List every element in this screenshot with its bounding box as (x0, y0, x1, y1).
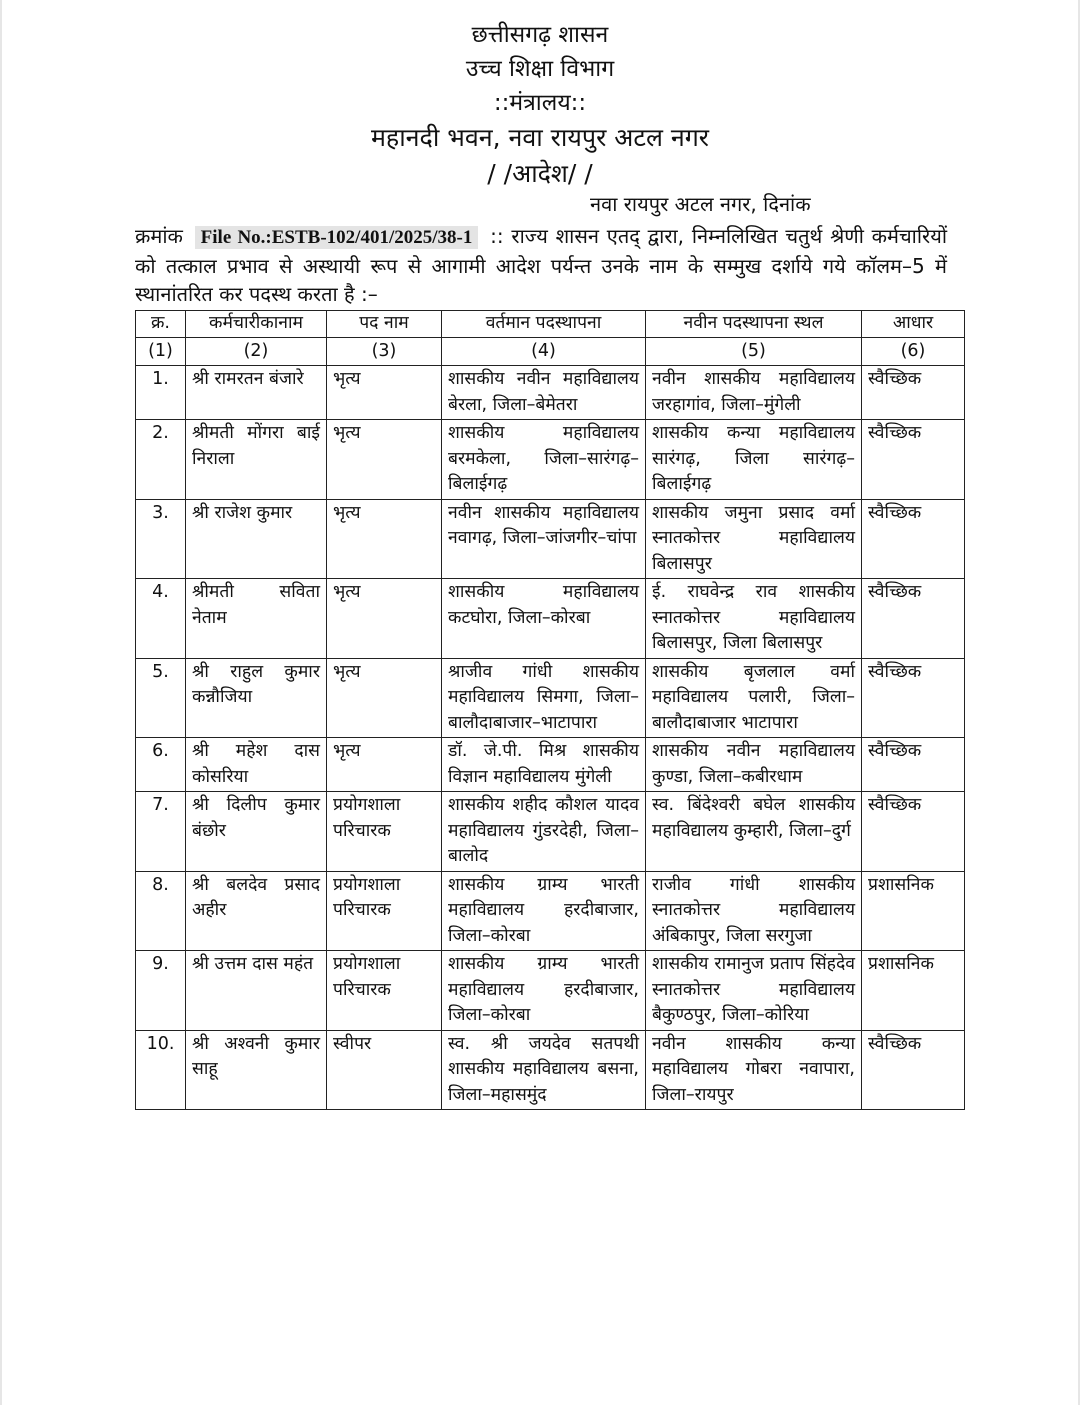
cell-designation: भृत्य (327, 366, 442, 420)
cell-employee-name: श्रीमती सविता नेताम (186, 579, 327, 659)
col-number: (6) (862, 337, 965, 366)
cell-new-posting: शासकीय नवीन महाविद्यालय कुण्डा, जिला–कबीरधाम (646, 738, 862, 792)
cell-basis: स्वैच्छिक (862, 738, 965, 792)
table-header-row (136, 311, 965, 338)
cell-new-posting: शासकीय कन्या महाविद्यालय सारंगढ़, जिला सारंगढ़–बिलाईगढ़ (646, 420, 862, 500)
header-basis: आधार (862, 311, 965, 338)
cell-employee-name: श्री रामरतन बंजारे (186, 366, 327, 420)
cell-current-posting: शासकीय नवीन महाविद्यालय बेरला, जिला–बेमेतरा (442, 366, 646, 420)
document-header (0, 18, 1080, 192)
order-prefix: क्रमांक (135, 224, 183, 248)
cell-designation: भृत्य (327, 579, 442, 659)
cell-serial: 5. (136, 658, 186, 738)
cell-employee-name: श्री दिलीप कुमार बंछोर (186, 792, 327, 872)
col-number: (1) (136, 337, 186, 366)
cell-basis: स्वैच्छिक (862, 579, 965, 659)
cell-serial: 3. (136, 499, 186, 579)
cell-new-posting: ई. राघवेन्द्र राव शासकीय स्नातकोत्तर महाविद्यालय बिलासपुर, जिला बिलासपुर (646, 579, 862, 659)
cell-designation: प्रयोगशाला परिचारक (327, 871, 442, 951)
cell-new-posting: नवीन शासकीय महाविद्यालय जरहागांव, जिला–मुंगेली (646, 366, 862, 420)
cell-new-posting: स्व. बिंदेश्वरी बघेल शासकीय महाविद्यालय कुम्हारी, जिला–दुर्ग (646, 792, 862, 872)
cell-serial: 6. (136, 738, 186, 792)
col-number: (5) (646, 337, 862, 366)
cell-employee-name: श्री उत्तम दास महंत (186, 951, 327, 1031)
table-row (136, 658, 965, 738)
cell-designation: प्रयोगशाला परिचारक (327, 792, 442, 872)
column-number-row (136, 337, 965, 366)
cell-serial: 9. (136, 951, 186, 1031)
table-row (136, 420, 965, 500)
cell-current-posting: स्व. श्री जयदेव सतपथी शासकीय महाविद्यालय बसना, जिला–महासमुंद (442, 1030, 646, 1110)
cell-new-posting: शासकीय बृजलाल वर्मा महाविद्यालय पलारी, जिला–बालौदाबाजार भाटापारा (646, 658, 862, 738)
cell-new-posting: शासकीय जमुना प्रसाद वर्मा स्नातकोत्तर महाविद्यालय बिलासपुर (646, 499, 862, 579)
cell-current-posting: शासकीय महाविद्यालय बरमकेला, जिला–सारंगढ़–बिलाईगढ़ (442, 420, 646, 500)
department-name: उच्च शिक्षा विभाग (465, 56, 615, 82)
cell-designation: भृत्य (327, 738, 442, 792)
cell-serial: 2. (136, 420, 186, 500)
cell-new-posting: राजीव गांधी शासकीय स्नातकोत्तर महाविद्यालय अंबिकापुर, जिला सरगुजा (646, 871, 862, 951)
cell-designation: भृत्य (327, 658, 442, 738)
cell-serial: 7. (136, 792, 186, 872)
col-number: (2) (186, 337, 327, 366)
office-address: महानदी भवन, नवा रायपुर अटल नगर (370, 123, 710, 152)
cell-new-posting: शासकीय रामानुज प्रताप सिंहदेव स्नातकोत्तर महाविद्यालय बैकुण्ठपुर, जिला–कोरिया (646, 951, 862, 1031)
table-row (136, 366, 965, 420)
cell-employee-name: श्री अश्वनी कुमार साहू (186, 1030, 327, 1110)
cell-serial: 8. (136, 871, 186, 951)
cell-basis: स्वैच्छिक (862, 366, 965, 420)
cell-basis: स्वैच्छिक (862, 420, 965, 500)
header-current-posting: वर्तमान पदस्थापना (442, 311, 646, 338)
cell-basis: प्रशासनिक (862, 871, 965, 951)
table-row (136, 499, 965, 579)
cell-employee-name: श्री बलदेव प्रसाद अहीर (186, 871, 327, 951)
order-title: / /आदेश/ / (487, 159, 593, 188)
dateline: नवा रायपुर अटल नगर, दिनांक (590, 192, 811, 216)
table-row (136, 951, 965, 1031)
cell-current-posting: नवीन शासकीय महाविद्यालय नवागढ़, जिला–जांजगीर–चांपा (442, 499, 646, 579)
col-number: (4) (442, 337, 646, 366)
cell-serial: 4. (136, 579, 186, 659)
order-paragraph (135, 222, 947, 308)
file-number: File No.:ESTB-102/401/2025/38-1 (195, 226, 479, 249)
cell-designation: स्वीपर (327, 1030, 442, 1110)
cell-basis: स्वैच्छिक (862, 658, 965, 738)
cell-designation: प्रयोगशाला परिचारक (327, 951, 442, 1031)
govt-name: छत्तीसगढ़ शासन (471, 22, 609, 48)
table-row (136, 792, 965, 872)
cell-employee-name: श्री महेश दास कोसरिया (186, 738, 327, 792)
cell-employee-name: श्रीमती मोंगरा बाई निराला (186, 420, 327, 500)
header-serial: क्र. (136, 311, 186, 338)
cell-current-posting: श्राजीव गांधी शासकीय महाविद्यालय सिमगा, जिला–बालौदाबाजार–भाटापारा (442, 658, 646, 738)
header-employee-name: कर्मचारीकानाम (186, 311, 327, 338)
cell-basis: स्वैच्छिक (862, 499, 965, 579)
cell-basis: स्वैच्छिक (862, 1030, 965, 1110)
header-designation: पद नाम (327, 311, 442, 338)
cell-current-posting: शासकीय ग्राम्य भारती महाविद्यालय हरदीबाजार, जिला–कोरबा (442, 871, 646, 951)
table-row (136, 871, 965, 951)
ministry-label: ::मंत्रालय:: (493, 90, 587, 116)
cell-current-posting: शासकीय महाविद्यालय कटघोरा, जिला–कोरबा (442, 579, 646, 659)
cell-basis: प्रशासनिक (862, 951, 965, 1031)
cell-serial: 10. (136, 1030, 186, 1110)
table-row (136, 579, 965, 659)
cell-serial: 1. (136, 366, 186, 420)
table-row (136, 1030, 965, 1110)
cell-employee-name: श्री राहुल कुमार कन्नौजिया (186, 658, 327, 738)
order-body: :: राज्य शासन एतद् द्वारा, निम्नलिखित चतुर्थ श्रेणी कर्मचारियों को तत्काल प्रभाव से अस्थायी रूप से आगामी आदेश पर्यन्त उनके नाम के सम्मुख दर्शाये गये कॉलम–5 में स्थानांतरित कर पदस्थ करता है :– (135, 224, 948, 306)
cell-current-posting: डॉ. जे.पी. मिश्र शासकीय विज्ञान महाविद्यालय मुंगेली (442, 738, 646, 792)
cell-new-posting: नवीन शासकीय कन्या महाविद्यालय गोबरा नवापारा, जिला–रायपुर (646, 1030, 862, 1110)
transfer-table (135, 310, 965, 1110)
cell-designation: भृत्य (327, 499, 442, 579)
col-number: (3) (327, 337, 442, 366)
cell-basis: स्वैच्छिक (862, 792, 965, 872)
header-new-posting: नवीन पदस्थापना स्थल (646, 311, 862, 338)
cell-current-posting: शासकीय शहीद कौशल यादव महाविद्यालय गुंडरदेही, जिला–बालोद (442, 792, 646, 872)
cell-employee-name: श्री राजेश कुमार (186, 499, 327, 579)
table-row (136, 738, 965, 792)
cell-current-posting: शासकीय ग्राम्य भारती महाविद्यालय हरदीबाजार, जिला–कोरबा (442, 951, 646, 1031)
cell-designation: भृत्य (327, 420, 442, 500)
